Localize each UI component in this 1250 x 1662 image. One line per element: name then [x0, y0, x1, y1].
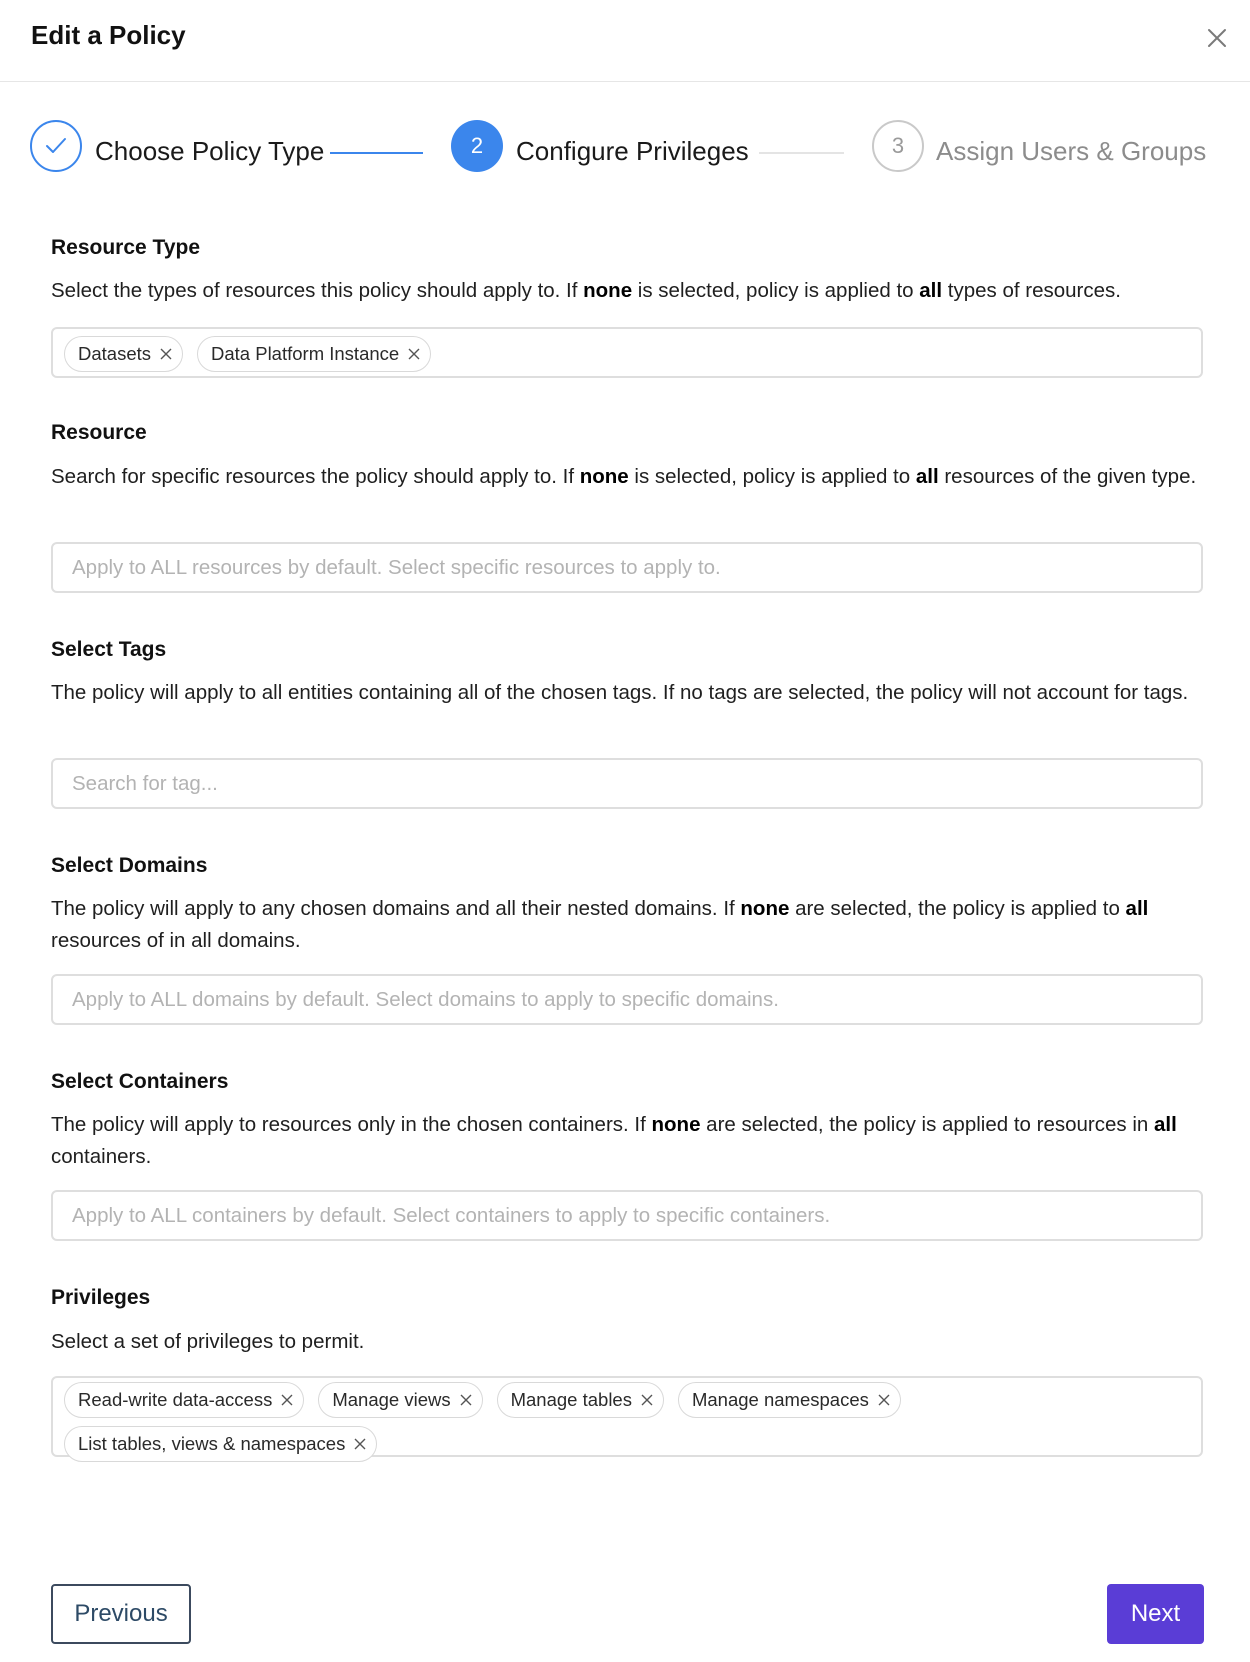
- container-search-input[interactable]: [53, 1192, 1201, 1239]
- step-2-label: Configure Privileges: [516, 136, 749, 166]
- resource-search-input[interactable]: [53, 544, 1201, 591]
- privilege-tag: Manage views: [318, 1382, 482, 1418]
- resource-search-field[interactable]: [51, 542, 1203, 593]
- select-domains-description: The policy will apply to any chosen domains and all their nested domains. If none are selected, the policy is applied to all resources of in all domains.: [51, 897, 1149, 952]
- resource-type-title: Resource Type: [51, 236, 200, 259]
- previous-button[interactable]: Previous: [51, 1584, 191, 1644]
- step-1-circle: [30, 120, 82, 172]
- resource-type-select[interactable]: [51, 327, 1203, 378]
- privileges-description: Select a set of privileges to permit.: [51, 1330, 365, 1353]
- step-2-circle: 2: [451, 120, 503, 172]
- select-tags-title: Select Tags: [51, 638, 167, 661]
- remove-tag-button[interactable]: [280, 1393, 294, 1407]
- step-3-circle: 3: [872, 120, 924, 172]
- domain-search-field[interactable]: [51, 974, 1203, 1025]
- privilege-tag: List tables, views & namespaces: [64, 1426, 377, 1462]
- remove-tag-button[interactable]: [159, 347, 173, 361]
- modal-title: Edit a Policy: [31, 20, 186, 50]
- container-search-field[interactable]: [51, 1190, 1203, 1241]
- select-containers-title: Select Containers: [51, 1070, 229, 1093]
- tag-search-field[interactable]: [51, 758, 1203, 809]
- resource-type-tag: Data Platform Instance: [197, 336, 431, 372]
- check-icon: [42, 132, 70, 160]
- select-domains-title: Select Domains: [51, 854, 208, 877]
- close-icon: [459, 1393, 473, 1407]
- tag-search-input[interactable]: [53, 760, 1201, 807]
- next-button[interactable]: Next: [1107, 1584, 1204, 1644]
- close-icon: [159, 347, 173, 361]
- remove-tag-button[interactable]: [353, 1437, 367, 1451]
- privileges-select[interactable]: [51, 1376, 1203, 1457]
- privileges-title: Privileges: [51, 1286, 151, 1309]
- resource-type-description: Select the types of resources this policy should apply to. If none is selected, policy is applied to all types of resources.: [51, 279, 1121, 302]
- step-3-label: Assign Users & Groups: [936, 136, 1207, 166]
- remove-tag-button[interactable]: [407, 347, 421, 361]
- select-containers-description: The policy will apply to resources only in the chosen containers. If none are selected, the policy is applied to resources in all containers.: [51, 1113, 1177, 1168]
- step-1-label: Choose Policy Type: [95, 136, 325, 166]
- select-tags-description: The policy will apply to all entities containing all of the chosen tags. If no tags are selected, the policy will not account for tags.: [51, 681, 1189, 704]
- privilege-tag: Manage namespaces: [678, 1382, 901, 1418]
- step-connector: [759, 152, 844, 154]
- resource-description: Search for specific resources the policy should apply to. If none is selected, policy is applied to all resources of the given type.: [51, 465, 1197, 488]
- domain-search-input[interactable]: [53, 976, 1201, 1023]
- resource-type-tag: Datasets: [64, 336, 183, 372]
- remove-tag-button[interactable]: [640, 1393, 654, 1407]
- close-icon: [407, 347, 421, 361]
- remove-tag-button[interactable]: [877, 1393, 891, 1407]
- privilege-tag: Manage tables: [497, 1382, 664, 1418]
- modal-header: [0, 0, 1250, 82]
- resource-title: Resource: [51, 421, 147, 444]
- close-icon: [640, 1393, 654, 1407]
- remove-tag-button[interactable]: [459, 1393, 473, 1407]
- close-icon: [877, 1393, 891, 1407]
- close-button[interactable]: [1202, 23, 1232, 53]
- close-icon: [280, 1393, 294, 1407]
- step-connector: [330, 152, 423, 154]
- privilege-tag: Read-write data-access: [64, 1382, 304, 1418]
- close-icon: [353, 1437, 367, 1451]
- close-icon: [1202, 23, 1232, 53]
